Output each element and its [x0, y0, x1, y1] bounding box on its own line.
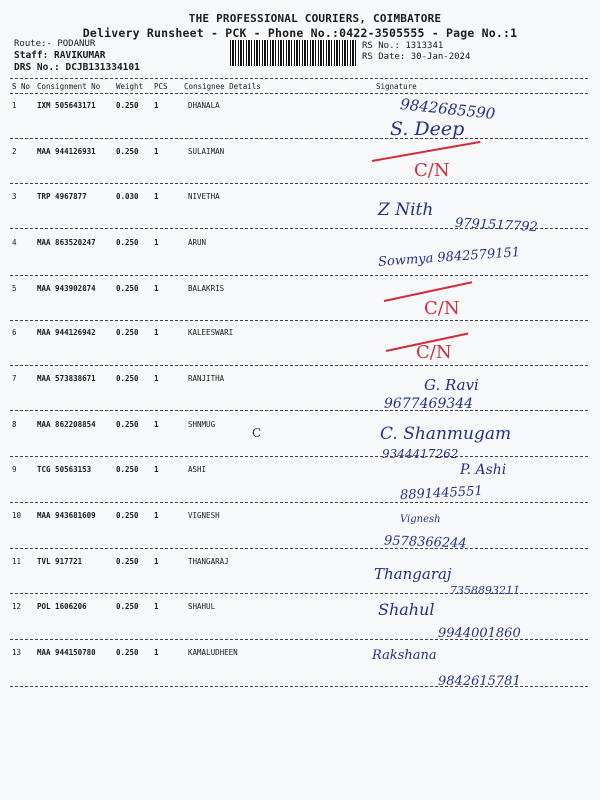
row-consignment: MAA 573838671 — [37, 374, 96, 383]
row-sno: 8 — [12, 420, 17, 429]
row-pcs: 1 — [154, 374, 159, 383]
row-weight: 0.250 — [116, 648, 139, 657]
row-consignment: IXM 505643171 — [37, 101, 96, 110]
row-pcs: 1 — [154, 557, 159, 566]
table-row — [0, 602, 600, 622]
row-weight: 0.250 — [116, 284, 139, 293]
row-pcs: 1 — [154, 465, 159, 474]
row-consignment: MAA 862208854 — [37, 420, 96, 429]
row-consignee: KALEESWARI — [188, 328, 234, 337]
row-pcs: 1 — [154, 238, 159, 247]
row-pcs: 1 — [154, 147, 159, 156]
row-divider — [10, 320, 588, 321]
row-pcs: 1 — [154, 648, 159, 657]
cn-mark-2: C/N — [414, 160, 450, 181]
row-consignee: DHANALA — [188, 101, 220, 110]
row-sno: 10 — [12, 511, 22, 520]
row-sno: 1 — [12, 101, 17, 110]
signature-13: Rakshana — [372, 648, 437, 663]
row-divider — [10, 183, 588, 184]
table-row — [0, 557, 600, 577]
row-weight: 0.250 — [116, 374, 139, 383]
row-divider — [10, 410, 588, 411]
barcode — [230, 40, 356, 66]
cn-mark-6: C/N — [416, 342, 452, 363]
row-sno: 11 — [12, 557, 22, 566]
table-row — [0, 511, 600, 531]
row-consignment: MAA 944150780 — [37, 648, 96, 657]
drs-number: DRS No.: DCJB131334101 — [14, 62, 140, 73]
row-sno: 7 — [12, 374, 17, 383]
signature-9: P. Ashi — [460, 462, 507, 478]
row-divider — [10, 502, 588, 503]
signature-8-phone: 9344417262 — [382, 447, 459, 461]
row-sno: 4 — [12, 238, 17, 247]
row-consignee: VIGNESH — [188, 511, 220, 520]
row-pcs: 1 — [154, 328, 159, 337]
signature-10-phone: 9578366244 — [383, 533, 467, 552]
signature-7-phone: 9677469344 — [384, 396, 474, 412]
table-row — [0, 284, 600, 304]
row-weight: 0.250 — [116, 147, 139, 156]
row-consignee: ARUN — [188, 238, 207, 247]
company-title: THE PROFESSIONAL COURIERS, COIMBATORE — [188, 12, 442, 25]
table-row — [0, 147, 600, 167]
cn-mark-5: C/N — [424, 298, 460, 319]
table-row — [0, 374, 600, 394]
row-weight: 0.030 — [116, 192, 139, 201]
signature-11-phone: 7358893211 — [450, 584, 520, 597]
row-consignment: TRP 4967877 — [37, 192, 87, 201]
row-weight: 0.250 — [116, 101, 139, 110]
header-rule-bottom — [10, 93, 588, 94]
signature-4: Sowmya 9842579151 — [377, 245, 521, 270]
row-weight: 0.250 — [116, 420, 139, 429]
table-row — [0, 101, 600, 121]
table-row — [0, 192, 600, 212]
table-row — [0, 648, 600, 668]
staff-label: Staff: RAVIKUMAR — [14, 50, 106, 61]
table-row — [0, 328, 600, 348]
signature-7: G. Ravi — [424, 376, 479, 394]
col-header-weight: Weight — [116, 82, 144, 91]
row-pcs: 1 — [154, 101, 159, 110]
row-weight: 0.250 — [116, 238, 139, 247]
row-weight: 0.250 — [116, 557, 139, 566]
row-pcs: 1 — [154, 284, 159, 293]
signature-12: Shahul — [378, 600, 435, 619]
row-divider — [10, 275, 588, 276]
signature-13-phone: 9842615781 — [438, 674, 521, 689]
row-consignee: THANGARAJ — [188, 557, 229, 566]
rs-date: RS Date: 30-Jan-2024 — [362, 52, 471, 62]
row-consignee: SHNMUG — [188, 420, 216, 429]
row-weight: 0.250 — [116, 328, 139, 337]
signature-1-phone: 9842685590 — [399, 95, 497, 123]
row-consignment: MAA 943902874 — [37, 284, 96, 293]
row-sno: 3 — [12, 192, 17, 201]
row-sno: 12 — [12, 602, 22, 611]
row-consignment: MAA 863520247 — [37, 238, 96, 247]
row-pcs: 1 — [154, 511, 159, 520]
row-sno: 13 — [12, 648, 22, 657]
row-consignment: TCG 50563153 — [37, 465, 92, 474]
row-sno: 6 — [12, 328, 17, 337]
signature-11: Thangaraj — [374, 565, 452, 583]
row-consignment: MAA 944126942 — [37, 328, 96, 337]
signature-9-phone: 8891445551 — [399, 483, 484, 504]
col-header-consignment: Consignment No — [37, 82, 101, 91]
row-pcs: 1 — [154, 602, 159, 611]
row-sno: 5 — [12, 284, 17, 293]
row-consignee: ASHI — [188, 465, 207, 474]
row-consignee: RANJITHA — [188, 374, 225, 383]
row-divider — [10, 138, 588, 139]
route-label: Route:- PODANUR — [14, 39, 96, 49]
row-consignment: POL 1606206 — [37, 602, 87, 611]
row-consignee: KAMALUDHEEN — [188, 648, 238, 657]
row-consignment: MAA 944126931 — [37, 147, 96, 156]
signature-8: C. Shanmugam — [380, 424, 512, 444]
row-pcs: 1 — [154, 192, 159, 201]
signature-3-phone: 9791517792 — [454, 215, 539, 236]
signature-3: Z Nith — [378, 200, 434, 220]
row-sno: 2 — [12, 147, 17, 156]
signature-10: Vignesh — [400, 514, 441, 525]
row-consignment: MAA 943681609 — [37, 511, 96, 520]
col-header-signature: Signature — [376, 82, 417, 91]
row-divider — [10, 456, 588, 457]
row-consignee: NIVETHA — [188, 192, 220, 201]
row-divider — [10, 365, 588, 366]
row-consignee: BALAKRIS — [188, 284, 225, 293]
row-consignee: SHAHUL — [188, 602, 216, 611]
row-sno: 9 — [12, 465, 17, 474]
row-divider — [10, 548, 588, 549]
runsheet-title: Delivery Runsheet - PCK - Phone No.:0422-3505555 - Page No.:1 — [82, 26, 518, 40]
row-weight: 0.250 — [116, 602, 139, 611]
row-weight: 0.250 — [116, 465, 139, 474]
table-row — [0, 465, 600, 485]
stray-pencil-mark: C — [252, 426, 262, 440]
row-pcs: 1 — [154, 420, 159, 429]
col-header-consignee: Consignee Details — [184, 82, 261, 91]
row-weight: 0.250 — [116, 511, 139, 520]
col-header-sno: S No — [12, 82, 31, 91]
header-rule-top — [10, 78, 588, 79]
col-header-pcs: PCS — [154, 82, 168, 91]
row-consignee: SULAIMAN — [188, 147, 225, 156]
rs-number: RS No.: 1313341 — [362, 41, 444, 51]
signature-1: S. Deep — [390, 118, 465, 140]
signature-12-phone: 9944001860 — [438, 626, 521, 641]
row-consignment: TVL 917721 — [37, 557, 83, 566]
